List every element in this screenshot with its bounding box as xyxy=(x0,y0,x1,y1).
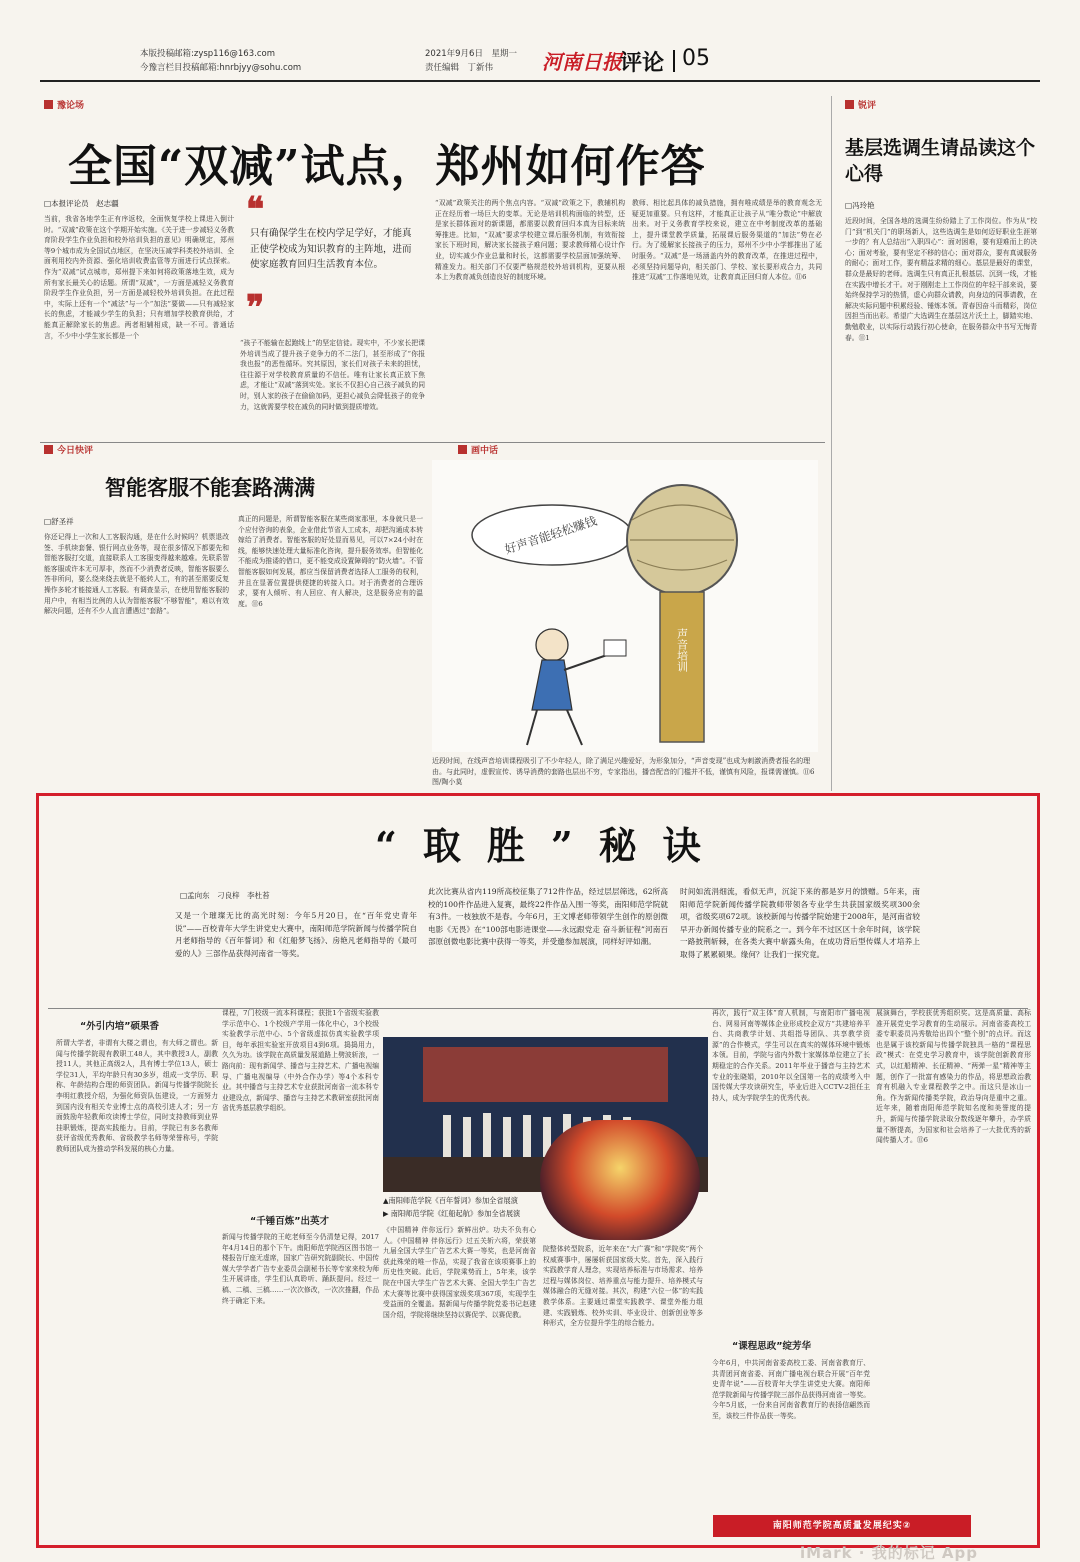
app-watermark: iMark · 我的标记 App xyxy=(800,1544,979,1562)
masthead-date: 2021年9月6日 星期一 xyxy=(425,49,517,59)
sec4-col5: 展演舞台，学校获优秀组织奖。这是高质量、高标准开展党史学习教育的生动展示。河南省委高校工委专职委员冯秀敬给出四个“整个别”的点评。而这也是属于该校新闻与传播学院独具一格的“课程思政”模式：在党史学习教育中，该学院创新教育形式，以红船精神、长征精神、“两弹一星”精神等主题，创作了一批富有感染力的作品，将思想政治教育有机融入专业课程教学之中。而这只是冰山一角。作为新闻传播类学院，政治导向是重中之重。近年来，随着南阳师范学院知名度和美誉度的提升，新闻与传播学院录取分数线逐年攀升，办学质量不断提高，为国家和社会培养了一大批优秀的新闻传播人才。⑪6 xyxy=(876,1009,1031,1145)
sec1-col4: 教师、相比起具体的减负措施，拥有唯成绩是举的教育观念无疑更加重要。只有这样，才能真正让孩子从“唯分数论”中解放出来。对于义务教育学校来说，建立在中考制度改革的基础上，提升课堂教学质量，拓展课后服务渠道的“加法”势在必行。为了缓解家长接孩子的压力，郑州不少中小学都推出了延时服务。“双减”是一场涵盖内外的教育改革，在推进过程中，必须坚持问题导向，相关部门、学校、家长要形成合力，共同推进“双减”工作落地见效，让教育真正回归育人本位。⑪6 xyxy=(632,199,822,282)
section-marker-icon xyxy=(845,100,854,109)
masthead-page-no: 05 xyxy=(682,46,710,71)
cash-icon xyxy=(604,640,626,656)
section-marker-icon xyxy=(44,100,53,109)
sec1-byline: □本报评论员 赵志疆 xyxy=(44,199,119,208)
microphone-label: 声音培训 xyxy=(675,628,689,672)
figure-arm xyxy=(564,655,607,670)
sec1-col1: 当前，我省各地学生正有序返校，全面恢复学校上课进入倒计时。“双减”政策在这个学期开始实施。《关于进一步减轻义务教育阶段学生作业负担和校外培训负担的意见》明确规定，郑州等9个城市成为全国试点地区，在坚决压减学科类校外培训、全面利用校内外资源、强化培训收费监管等方面进行试点探索。作为“双减”试点城市，郑州提下来如何将政策落地生效，成为所有家长最关心的话题。所谓“双减”，一方面是减轻义务教育阶段学生作业负担，另一方面是减轻校外培训负担。在此过程中，实际上还有一个“减法”与一个“加法”要做——只有减轻家长的焦虑，才能减少学生的负担；只有增加学校教育供给，才能真正解除家长的焦虑。两者相辅相成，缺一不可。普通话言，不少中小学生家长都是一个 xyxy=(44,215,234,340)
sec3-byline: □冯玲艳 xyxy=(845,201,875,210)
masthead-divider xyxy=(673,50,675,72)
sec1-col2: “孩子不能输在起跑线上”的坚定信徒。现实中，不少家长把课外培训当成了提升孩子竞争力的不二法门，甚至形成了“你报我也报”的恶性循环。究其原因，家长们对孩子未来的担忧，往往源于对学校教育质量的不信任。唯有让家长真正放下焦虑，才能让“双减”落到实处。家长不仅担心自己孩子减负的同时，别人家的孩子在偷偷加码，更担心减负会降低孩子的竞争力，这就需要学校在减负的同时做到提质增效。 xyxy=(240,339,425,411)
cartoon-svg xyxy=(432,460,818,752)
sec4-col4: 再次，践行“双主体”育人机制，与南阳市广播电视台、网易河南等媒体企业形成校企双方“共建培养平台、共商教学计划、共组指导团队、共享教学资源”的合作模式，学生可以在真实的媒体环境中锻炼本领。目前，学院与省内外数十家媒体单位建立了长期稳定的合作关系。2011年毕业于播音与主持艺术专业的张晓娟，2010年以全国第一名的成绩考入中国传媒大学攻读研究生，毕业后进入CCTV-2担任主持人，成为学院学生的优秀代表。 xyxy=(712,1009,870,1102)
sec4-intro-2: 此次比赛从省内119所高校征集了712件作品，经过层层筛选，62所高校的100件作品进入复赛，最终22件作品入围一等奖，南阳师范学院就有3件。一枝独放不是春。今年6月，王文博老师带领学生创作的原创微电影《无畏》在“100部电影进课堂——永远跟党走 奋斗新征程”河南百部原创微电影比赛中获得一等奖，并受邀参加展演，同样好评如潮。 xyxy=(428,887,668,946)
open-quote-icon: ❝ xyxy=(246,190,265,230)
section-marker-icon xyxy=(458,445,467,454)
pull-quote xyxy=(240,190,425,328)
sec1-label-text: 豫论场 xyxy=(57,101,85,111)
sec1-title: 全国“双减”试点，郑州如何作答 xyxy=(68,141,706,192)
sec3-label-text: 锐评 xyxy=(858,101,877,111)
inset-stage-photo xyxy=(540,1120,700,1240)
figure-head xyxy=(536,629,568,661)
close-quote-icon: ❞ xyxy=(246,288,265,328)
sec4-col3: 《中国精神 伴你远行》新鲜出炉。功夫不负有心人。《中国精神 伴你远行》过五关斩六将，荣获第九届全国大学生广告艺术大赛一等奖，也是河南省获此殊荣的唯一作品，实现了我省在该项赛事上的历史性突破。此后，学院乘势而上，5年来，该学院在中国大学生广告艺术大赛、全国大学生广告艺术大赛等比赛中获得国家级奖项367项，实现学生受益面的全覆盖。据新闻与传播学院党委书记赵建国介绍，学院将继续坚持以赛促学、以赛促教。 xyxy=(383,1226,536,1319)
masthead-email-1: 本版投稿邮箱:zysp116@163.com xyxy=(140,49,275,59)
sec4-intro-1: 又是一个璀璨无比的高光时刻：今年5月20日，在“百年党史青年说”——百校青年大学生讲党史大赛中，南阳师范学院新闻与传播学院自月老师指导的《百年誓词》和《红船梦飞扬》、房艳凡老师指导的《最可爱的人》三部作品获得河南省一等奖。 xyxy=(175,911,417,958)
sec4-subhead-3: “课程思政”绽芳华 xyxy=(732,1341,811,1352)
sec4-col1: 所谓大学者，非谓有大楼之谓也，有大师之谓也。新闻与传播学院现有教职工48人，其中教授3人，副教授11人，其他正高级2人，具有博士学位13人，硕士学位31人，平均年龄只有30多岁，组成一支学历、职称、年龄结构合理的师资团队。新闻与传播学院院长李明红教授介绍，为强化师资队伍建设，一方面努力到国内没有相关专业博士点的高校引进人才；另一方面鼓励年轻教师攻读博士学位，同时支持教师到业界挂职锻炼，提高实践能力。目前，学院已有多名教师获评省级优秀教师、省级教学名师等荣誉称号，学院教师团队成为推动学科发展的核心力量。 xyxy=(56,1039,218,1153)
cartoon-label-text: 画中话 xyxy=(471,446,499,456)
sec2-col1: 你还记得上一次和人工客服沟通，是在什么时候吗？机票退改签、手机续套餐、银行网点业务等，现在很多情况下都要先和智能客服打交道，直接联系人工客服变得越来越难。先联系智能客服或许本无可厚非，然而不少消费者反映，智能客服要么答非所问，要么绕来绕去就是不能转人工，有的甚至需要反复操作多轮才能接通人工客服。有调查显示，在使用智能客服的用户中，有相当比例的人认为智能客服“不够智能”，难以有效解决问题，还有不少人直言遭遇过“套路”。 xyxy=(44,533,229,616)
masthead-editor: 责任编辑 丁新伟 xyxy=(425,63,494,73)
sec4-col2b: 新闻与传播学院的王屹老师至今仍清楚记得，2017年4月14日的那个下午。南阳师范学院西区图书馆一楼报告厅座无虚席，国家广告研究院副院长、中国传媒大学学者广告专业委员会副秘书长等专家来校为师生开展讲座，学生们认真聆听、踊跃提问。经过一稿、二稿、三稿……一次次修改，一次次推翻，作品终于确定下来。 xyxy=(222,1233,379,1305)
section-divider xyxy=(40,442,825,443)
photo-caption-1: ▲南阳师范学院《百年誓词》参加全省展演 xyxy=(383,1196,518,1205)
sec3-title: 基层选调生请品读这个心得 xyxy=(845,137,1036,185)
sec3-label xyxy=(845,98,876,111)
sec2-byline: □舒圣祥 xyxy=(44,517,74,526)
sec1-label xyxy=(44,98,84,111)
sec4-intro-3: 时间如流涓细流，看似无声，沉淀下来的都是岁月的馈赠。5年来，南阳师范学院新闻传播学院教师带领各专业学生共获国家级奖项300余项，省级奖项672项。该校新闻与传播学院始建于2008年，是河南省较早开办新闻传播专业的院系之一。到今年不过区区十余年时间，该学院一路披荆斩棘，在各类大赛中崭露头角，在成功背后型传媒人才培养上取得了累累硕果。缘何？让我们一探究竟。 xyxy=(680,887,920,959)
cartoon-caption: 近段时间，在线声音培训课程吸引了不少年轻人，除了满足兴趣爱好，为形象加分，“声音变现”也成为刺激消费者报名的理由。与此同时，虚假宣传、诱导消费的套路也层出不穷，专家指出，播音配音的门槛并不低，谨慎有风险，报课需谨慎。⑪6 图/陶小莫 xyxy=(432,757,815,786)
column-divider xyxy=(831,96,832,791)
sec2-label-text: 今日快评 xyxy=(57,446,94,456)
masthead-email-2: 今豫言栏目投稿邮箱:hnrbjyy@sohu.com xyxy=(140,63,302,73)
masthead-section: 评论 xyxy=(620,51,665,76)
cartoon-illustration xyxy=(432,460,818,752)
sec4-subhead-2: “千锤百炼”出英才 xyxy=(250,1216,329,1227)
sec4-byline: □孟向东 刁良梓 李杜苔 xyxy=(180,891,270,900)
masthead xyxy=(40,44,1040,78)
cartoon-label xyxy=(458,443,498,456)
section-marker-icon xyxy=(44,445,53,454)
figure-legs xyxy=(527,710,582,745)
sec1-col3: “双减”政策关注的两个焦点内容。“双减”政策之下，教辅机构正在经历着一场巨大的变革。无论是培训机构面临的转型，还是家长群体面对的新课题，都需要以教育回归本真为目标来统筹推进。比如，“双减”要求学校建立课后服务机制，有效衔接家长下班时间，解决家长接孩子难问题；要求教师精心设计作业，切实减少作业总量和时长，这都需要学校层面加强统筹、精准发力。相关部门不仅要严格规范校外培训机构，更要从根本上为教育减负创造良好的制度环境。 xyxy=(435,199,625,282)
speech-bubble-text: 好声音能轻松赚钱 xyxy=(502,513,599,557)
sec2-col2: 真正的问题是，所谓智能客服在某些商家那里，本身就只是一个应付咨询的表象，企业借此节省人工成本，却把沟通成本转嫁给了消费者。智能客服的好处显而易见，可以7×24小时在线，能够快速处理大量标准化咨询，提升服务效率。但智能化不能成为推诿的借口，更不能变成设置障碍的“防火墙”。不管智能客服如何发展，都应当保留消费者选择人工服务的权利，并且在显著位置提供便捷的转接入口。对于消费者的合理诉求，要有人倾听、有人回应、有人解决，这是服务应有的温度。⑪6 xyxy=(238,515,423,608)
pull-quote-text: 只有确保学生在校内学足学好，才能真正使学校成为知识教育的主阵地，进而使家庭教育回归生活教育本位。 xyxy=(250,228,412,270)
sec4-title: “取胜”秘诀 xyxy=(375,823,727,868)
sec4-col4b: 今年6月，中共河南省委高校工委、河南省教育厅、共青团河南省委、河南广播电视台联合开展“百年党史青年说”——百校青年大学生讲党史大赛。南阳师范学院新闻与传播学院三部作品获得河南省一等奖。今年5月底，一份来自河南省教育厅的表扬信翩然而至，该校三件作品获一等奖。 xyxy=(712,1359,870,1420)
sec2-label xyxy=(44,443,93,456)
photo-caption-2: ▶ 南阳师范学院《红船起航》参加全省展演 xyxy=(383,1209,521,1218)
sec4-subhead-1: “外引内培”硕果香 xyxy=(80,1021,159,1032)
masthead-rule xyxy=(40,80,1040,82)
sec4-col2: 课程，7门校级一流本科课程；获批1个省级实验教学示范中心、1个校级产学用一体化中心，3个校级实验教学示范中心、5个省级虚拟仿真实验教学项目，每年承担实验室开放项目4到6项。捣捣用力，久久为功。该学院在高质量发展道路上劈波斩浪，一路向前：现有新闻学、播音与主持艺术、广播电视编导、广播电视编导（中外合作办学）等4个本科专业。其中播音与主持艺术专业获批河南省一流本科专业建设点，新闻学、播音与主持艺术教研室获批河南省优秀基层教学组织。 xyxy=(222,1009,379,1113)
masthead-paper-logo: 河南日报 xyxy=(542,50,622,74)
sec3-text: 近段时间，全国各地的选调生纷纷踏上了工作岗位。作为从“校门”到“机关门”的职场新人，这些选调生是如何迈好职业生涯第一步的？有人总结出“入职四心”：面对困难，要有迎难而上的决心；面对考验，要有坚定不移的信心；面对群众，要有真诚服务的耐心；面对工作，要有精益求精的细心。基层是最好的课堂，群众是最好的老师。选调生只有真正扎根基层、沉到一线，才能在实践中增长才干。对于刚刚走上工作岗位的年轻干部来说，要始终保持学习的热情，虚心向群众请教，向身边的同事请教，在解决实际问题中积累经验、锤炼本领。青春因奋斗而精彩，岗位因担当而出彩。希望广大选调生在基层这片沃土上，脚踏实地、勤勉敬业，以实际行动践行初心使命，在服务群众中书写无悔青春。⑪1 xyxy=(845,217,1037,342)
sec4-col3b: 院整体转型院系，近年来在“大广赛”和“学院奖”两个权威赛事中，屡屡斩获国家级大奖。首先，深入践行实践教学育人理念，实现培养标准与市场需求、培养过程与媒体岗位、培养重点与能力提升、培养模式与媒体融合的无缝对接。其次，构建“六位一体”的实践教学体系。主要通过课堂实践教学、课堂外能力组建、实践锻炼、校外实训、毕业设计、创新创业等多种形式，全方位提升学生的综合能力。 xyxy=(543,1245,703,1328)
series-banner: 南阳师范学院高质量发展纪实② xyxy=(713,1515,971,1537)
figure-body xyxy=(532,660,572,710)
stage-screen xyxy=(423,1047,668,1102)
sec2-title: 智能客服不能套路满满 xyxy=(105,475,315,500)
